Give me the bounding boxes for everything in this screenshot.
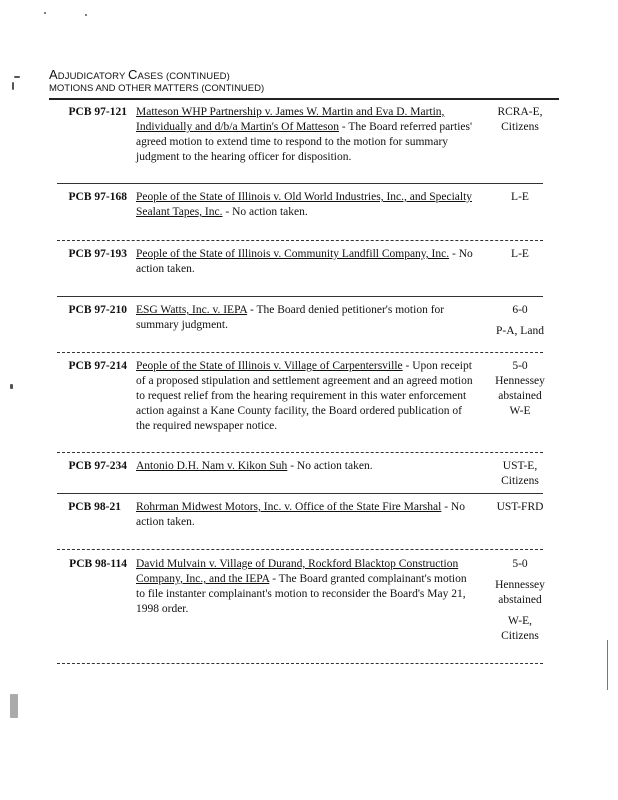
case-number: PCB 97-234: [68, 460, 127, 472]
case-description: [136, 105, 474, 165]
section-heading: ADJUDICATORY CASES (CONTINUED): [49, 67, 230, 82]
case-number: PCB 97-210: [68, 304, 127, 316]
case-disposition: RCRA-E, Citizens: [497, 106, 543, 133]
case-title: David Mulvain v. Village of Durand, Rockford Blacktop Construction Company, Inc., and the IEPA: [136, 558, 459, 585]
case-description: [136, 247, 474, 277]
case-title: People of the State of Illinois v. Old World Industries, Inc., and Specialty Sealant Tapes, Inc.: [136, 191, 473, 218]
case-number: PCB 97-121: [68, 106, 127, 118]
case-title: People of the State of Illinois v. Village of Carpentersville: [136, 360, 403, 372]
case-title: People of the State of Illinois v. Community Landfill Company, Inc.: [136, 248, 450, 260]
case-description: [136, 557, 474, 617]
case-title: Antonio D.H. Nam v. Kikon Suh: [136, 460, 288, 472]
case-description: [136, 359, 474, 434]
case-divider: [57, 493, 543, 494]
case-number: PCB 97-193: [68, 248, 127, 260]
case-title: Rohrman Midwest Motors, Inc. v. Office of the State Fire Marshal: [136, 501, 442, 513]
case-disposition: UST-E, Citizens: [501, 460, 539, 487]
case-text: - No action taken.: [222, 206, 308, 218]
case-description: [136, 303, 474, 333]
scan-speck: [10, 384, 13, 389]
case-description: [136, 459, 474, 474]
case-divider: [57, 352, 543, 353]
case-divider: [57, 663, 543, 664]
scan-edge-mark: [607, 640, 608, 690]
case-text: - No action taken.: [136, 501, 465, 528]
case-disposition: 5-0 Hennessey abstained W-E: [495, 360, 545, 417]
case-divider: [57, 183, 543, 184]
case-disposition: 6-0 P-A, Land: [496, 304, 544, 337]
case-disposition: L-E: [511, 248, 529, 260]
case-title: ESG Watts, Inc. v. IEPA: [136, 304, 248, 316]
scan-speck: [14, 76, 20, 78]
scan-speck: [85, 14, 87, 16]
case-title: Matteson WHP Partnership v. James W. Martin and Eva D. Martin, Individually and d/b/a Martin's Of Matteson: [136, 106, 445, 133]
case-number: PCB 97-168: [68, 191, 127, 203]
subsection-heading: MOTIONS AND OTHER MATTERS (CONTINUED): [49, 83, 265, 94]
scan-speck: [44, 12, 46, 14]
scan-speck: [10, 694, 18, 718]
case-disposition: UST-FRD: [496, 501, 544, 513]
case-text: - The Board referred parties' agreed motion to extend time to respond to the motion for summary judgment to the hearing officer for disposition.: [136, 121, 473, 163]
case-disposition: 5-0 Hennessey abstained W-E, Citizens: [495, 558, 545, 642]
case-text: - The Board denied petitioner's motion for summary judgment.: [136, 304, 445, 331]
case-description: [136, 500, 474, 530]
case-divider: [57, 549, 543, 550]
case-number: PCB 98-21: [68, 501, 121, 513]
case-divider: [57, 240, 543, 241]
case-number: PCB 98-114: [69, 558, 127, 570]
case-divider: [57, 296, 543, 297]
case-description: [136, 190, 474, 220]
case-text: - No action taken.: [136, 248, 473, 275]
case-text: - Upon receipt of a proposed stipulation and settlement agreement and an agreed motion to request relief from the hearing requirement in this water enforcement action against a Kane County facility, the Board ordered publication of the required newspaper notice.: [136, 360, 473, 432]
case-text: - The Board granted complainant's motion to file instanter complainant's motion to reconsider the Board's May 21, 1998 order.: [136, 573, 467, 615]
case-divider: [57, 452, 543, 453]
header-divider: [49, 98, 559, 100]
case-number: PCB 97-214: [68, 360, 127, 372]
case-text: - No action taken.: [287, 460, 373, 472]
case-disposition: L-E: [511, 191, 529, 203]
scan-speck: [12, 82, 14, 90]
